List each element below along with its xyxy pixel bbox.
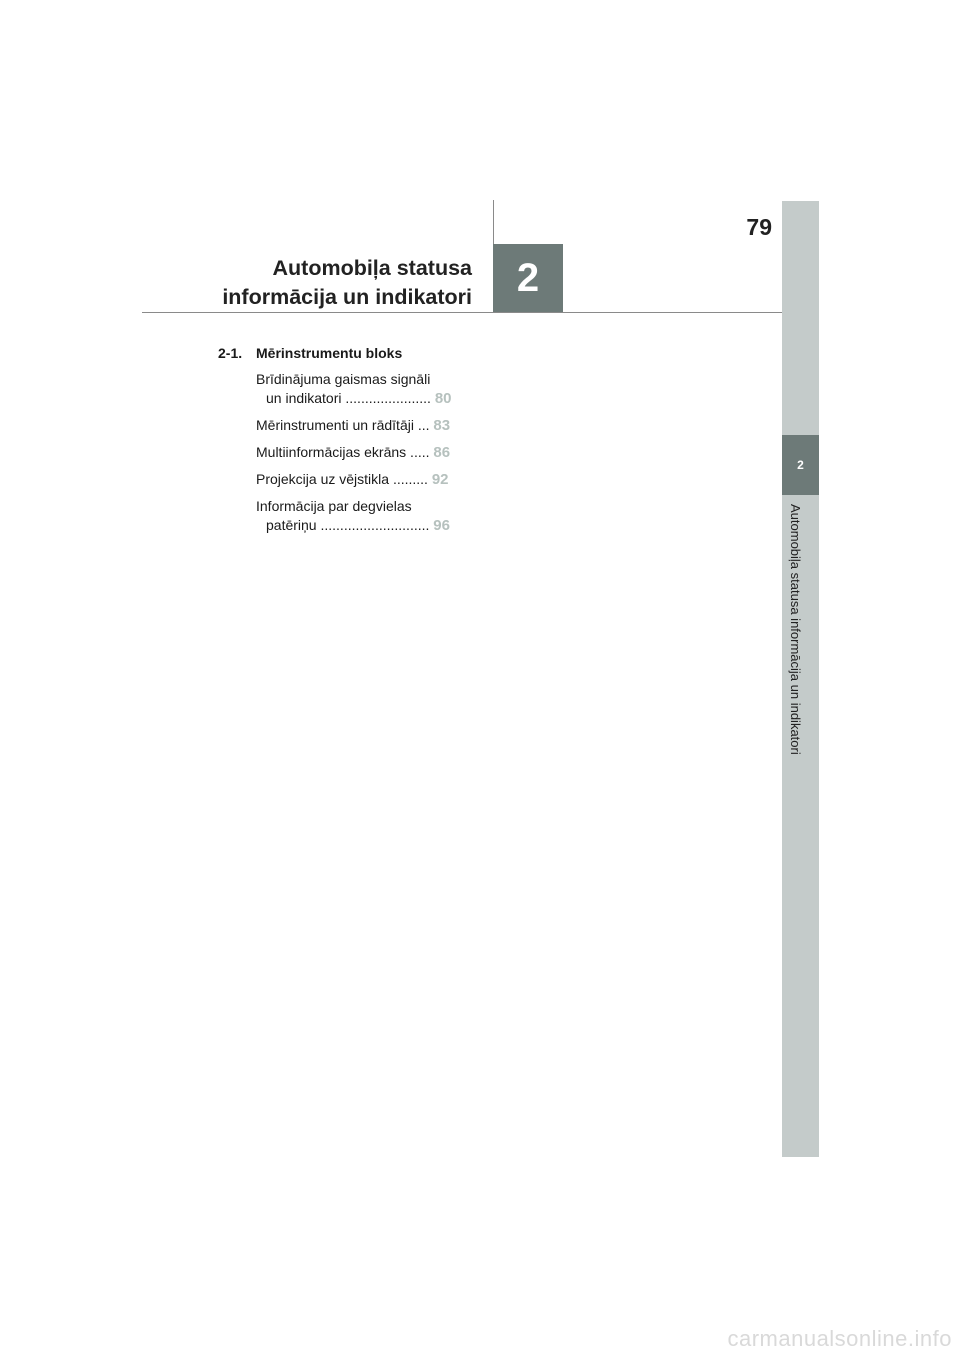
toc-entry-text: Brīdinājuma gaismas signāli xyxy=(256,371,431,387)
toc-entry-text-cont: patēriņu ............................ xyxy=(266,517,430,533)
page-number: 79 xyxy=(746,214,772,240)
table-of-contents xyxy=(218,345,468,543)
toc-section-number: 2-1. xyxy=(218,345,243,361)
side-thumb-label: Automobiļa statusa informācija un indikatori xyxy=(788,504,803,755)
side-thumb-tab[interactable]: 2 xyxy=(782,435,819,495)
toc-entry[interactable] xyxy=(218,443,468,462)
header-divider-horizontal xyxy=(142,312,782,313)
chapter-title-line1: Automobiļa statusa xyxy=(272,256,472,280)
toc-page-ref[interactable]: 83 xyxy=(433,417,451,434)
toc-page-ref[interactable]: 92 xyxy=(431,471,449,488)
toc-page-ref[interactable]: 96 xyxy=(433,517,450,534)
header-divider-vertical xyxy=(493,200,494,244)
toc-entry-text: Projekcija uz vējstikla ......... xyxy=(256,471,428,487)
chapter-number-box: 2 xyxy=(493,244,563,313)
toc-entry[interactable] xyxy=(218,497,468,535)
watermark: carmanualsonline.info xyxy=(727,1326,952,1351)
toc-section-heading xyxy=(218,345,468,361)
toc-entry-text: Mērinstrumenti un rādītāji ... xyxy=(256,417,430,433)
toc-entry-text: Multiinformācijas ekrāns ..... xyxy=(256,444,430,460)
toc-page-ref[interactable]: 80 xyxy=(434,390,452,407)
toc-entry[interactable] xyxy=(218,370,468,408)
toc-page-ref[interactable]: 86 xyxy=(433,444,451,461)
toc-entry-text: Informācija par degvielas xyxy=(256,498,412,514)
toc-entry-text-cont: un indikatori ...................... xyxy=(266,390,431,406)
toc-entry[interactable] xyxy=(218,470,468,489)
chapter-title xyxy=(222,254,472,312)
chapter-title-line2: informācija un indikatori xyxy=(222,285,472,309)
toc-section-title: Mērinstrumentu bloks xyxy=(256,345,403,361)
toc-entry[interactable] xyxy=(218,416,468,435)
